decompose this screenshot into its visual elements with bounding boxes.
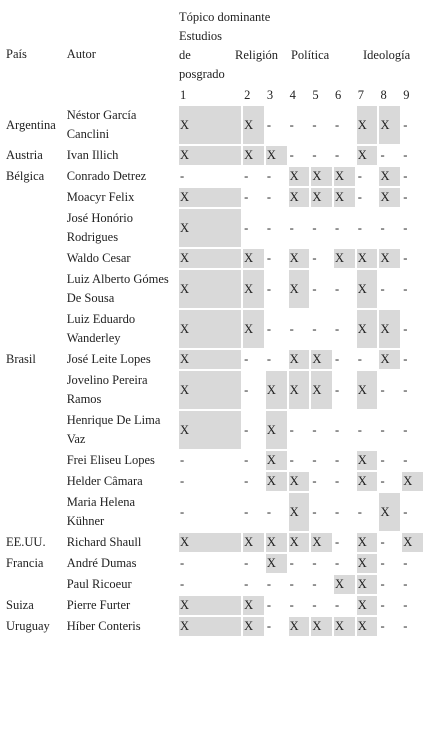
topic-cell-4: - <box>289 422 294 437</box>
topic-cell-8: X <box>379 106 400 144</box>
topic-cell-5: X <box>311 167 332 186</box>
topic-cell-6: - <box>335 504 340 519</box>
topic-cell-5: X <box>311 371 332 409</box>
topic-cell-4: X <box>289 167 310 186</box>
topic-cell-5: - <box>312 504 317 519</box>
table-row <box>5 350 423 369</box>
topic-cell-1: X <box>179 188 241 207</box>
table-body <box>5 106 423 636</box>
header-postgrad: Estudios de posgrado <box>178 29 225 81</box>
topic-cell-4: X <box>289 472 310 491</box>
table-row <box>5 493 423 531</box>
topic-cell-7: X <box>357 451 378 470</box>
topic-cell-6: - <box>335 220 340 235</box>
topic-cell-3: X <box>266 533 287 552</box>
topic-cell-9: X <box>402 472 423 491</box>
topic-cell-3: - <box>266 619 272 633</box>
topic-cell-7: X <box>357 554 378 573</box>
table-row <box>5 167 423 186</box>
topic-cell-1: X <box>179 350 241 369</box>
topic-cell-7: - <box>357 169 362 183</box>
author-cell: Maria Helena Kühner <box>66 495 136 528</box>
topic-cell-1: X <box>179 249 241 268</box>
topic-cell-8: - <box>380 619 385 633</box>
topic-cell-5: X <box>311 188 332 207</box>
country-cell: Francia <box>6 556 44 570</box>
table-row <box>5 411 423 449</box>
topic-cell-9: - <box>403 281 408 296</box>
topic-cell-6: X <box>334 188 355 207</box>
table-row <box>5 249 423 268</box>
col-number-2: 2 <box>244 88 251 102</box>
column-number-row <box>5 86 423 104</box>
topic-cell-1: X <box>179 617 241 636</box>
topic-cell-6: - <box>335 352 340 366</box>
author-cell: Richard Shaull <box>66 535 142 549</box>
topic-cell-9: - <box>403 453 408 467</box>
topic-cell-3: - <box>266 504 272 519</box>
topic-cell-6: - <box>335 453 340 467</box>
topic-cell-9: - <box>403 577 408 591</box>
country-cell: Uruguay <box>6 619 50 633</box>
country-cell <box>5 493 64 531</box>
author-cell: Jovelino Pereira Ramos <box>66 373 148 406</box>
topic-cell-5: - <box>312 148 317 162</box>
topic-cell-9: - <box>403 422 408 437</box>
topic-cell-6: X <box>334 249 355 268</box>
topic-cell-2: X <box>243 249 264 268</box>
author-cell: Pierre Furter <box>66 598 131 612</box>
topic-cell-6: - <box>335 422 340 437</box>
topic-cell-1: X <box>179 106 241 144</box>
topic-cell-2: X <box>243 146 264 165</box>
header-ideology: Ideología <box>362 48 411 62</box>
topic-cell-9: - <box>403 352 408 366</box>
author-cell: Helder Câmara <box>66 474 143 488</box>
topic-cell-9: - <box>403 117 408 132</box>
topic-cell-4: X <box>289 270 310 308</box>
topic-cell-2: X <box>243 106 264 144</box>
header-topic-dominant: Tópico dominante <box>178 10 271 24</box>
topic-cell-5: X <box>311 617 332 636</box>
topic-cell-1: X <box>179 270 241 308</box>
col-number-9: 9 <box>403 88 410 102</box>
topic-cell-8: - <box>380 535 385 549</box>
table-row <box>5 106 423 144</box>
topic-cell-4: - <box>289 598 294 612</box>
topic-cell-9: - <box>403 220 408 235</box>
topic-cell-7: X <box>357 371 378 409</box>
table-row <box>5 270 423 308</box>
topic-cell-6: - <box>335 281 340 296</box>
topic-cell-2: - <box>244 556 249 570</box>
topic-cell-8: - <box>380 598 385 612</box>
country-cell: Austria <box>6 148 43 162</box>
topic-cell-2: - <box>244 422 249 437</box>
topic-cell-4: - <box>289 321 294 336</box>
topic-cell-3: - <box>266 321 272 336</box>
topic-cell-5: - <box>312 556 317 570</box>
country-cell <box>5 270 64 308</box>
topic-cell-4: - <box>289 577 294 591</box>
topic-cell-1: X <box>179 146 241 165</box>
country-cell: Brasil <box>6 352 36 366</box>
author-cell: Luiz Alberto Gómes De Sousa <box>66 272 169 305</box>
topic-cell-3: X <box>266 371 287 409</box>
topic-cell-7: X <box>357 310 378 348</box>
topic-cell-4: - <box>289 556 294 570</box>
topic-cell-5: X <box>311 533 332 552</box>
country-cell <box>5 371 64 409</box>
topic-cell-5: - <box>312 281 317 296</box>
topic-cell-5: - <box>312 474 317 488</box>
topic-cell-1: - <box>179 169 185 183</box>
topic-cell-9: - <box>403 619 408 633</box>
topic-cell-8: - <box>380 382 385 397</box>
topic-cell-6: - <box>335 117 340 132</box>
topic-cell-3: - <box>266 577 272 591</box>
topic-cell-8: - <box>380 556 385 570</box>
topic-cell-5: - <box>312 117 317 132</box>
country-cell <box>5 575 64 594</box>
country-cell <box>5 472 64 491</box>
topic-cell-2: - <box>244 453 249 467</box>
author-cell: Henrique De Lima Vaz <box>66 413 161 446</box>
topic-cell-8: X <box>379 188 400 207</box>
topic-cell-5: X <box>311 350 332 369</box>
col-number-4: 4 <box>289 88 296 102</box>
country-cell <box>5 451 64 470</box>
topic-cell-1: - <box>179 474 185 488</box>
topic-cell-5: - <box>312 251 317 265</box>
topic-cell-4: X <box>289 188 310 207</box>
country-cell: Suiza <box>6 598 34 612</box>
topic-cell-9: - <box>403 556 408 570</box>
topic-cell-6: - <box>335 321 340 336</box>
topic-cell-3: X <box>266 411 287 449</box>
topic-cell-8: X <box>379 493 400 531</box>
country-cell <box>5 188 64 207</box>
table-row <box>5 188 423 207</box>
author-cell: Paul Ricoeur <box>66 577 132 591</box>
topic-cell-7: X <box>357 596 378 615</box>
topic-cell-2: - <box>244 577 249 591</box>
topic-cell-1: X <box>179 371 241 409</box>
table-row <box>5 310 423 348</box>
topic-cell-2: X <box>243 270 264 308</box>
topic-cell-1: X <box>179 596 241 615</box>
author-cell: Moacyr Felix <box>66 190 135 204</box>
header-author: Autor <box>66 47 96 61</box>
topic-cell-8: - <box>380 577 385 591</box>
topic-cell-7: X <box>357 533 378 552</box>
topic-cell-3: - <box>266 281 272 296</box>
topic-cell-3: X <box>266 554 287 573</box>
header-row <box>5 8 423 84</box>
author-cell: José Leite Lopes <box>66 352 151 366</box>
author-cell: Néstor García Canclini <box>66 108 137 141</box>
topic-cell-7: X <box>357 617 378 636</box>
country-cell <box>5 249 64 268</box>
topic-cell-4: X <box>289 493 310 531</box>
topic-cell-9: - <box>403 321 408 336</box>
topic-cell-6: X <box>334 167 355 186</box>
header-religion: Religión <box>234 48 279 62</box>
topic-cell-7: - <box>357 352 362 366</box>
topic-cell-7: X <box>357 146 378 165</box>
author-cell: Híber Conteris <box>66 619 141 633</box>
col-number-7: 7 <box>357 88 364 102</box>
topic-cell-3: - <box>266 117 272 132</box>
topic-cell-7: X <box>357 249 378 268</box>
topic-cell-9: X <box>402 533 423 552</box>
topic-cell-1: X <box>179 310 241 348</box>
topic-cell-7: - <box>357 220 362 235</box>
author-cell: Waldo Cesar <box>66 251 131 265</box>
table-container <box>3 6 425 638</box>
table-row <box>5 472 423 491</box>
topic-cell-2: X <box>243 596 264 615</box>
topic-cell-9: - <box>403 169 408 183</box>
country-cell: Argentina <box>6 117 56 132</box>
topic-cell-2: - <box>244 220 249 235</box>
topic-cell-9: - <box>403 148 408 162</box>
topic-cell-6: - <box>335 556 340 570</box>
topic-cell-6: - <box>335 535 340 549</box>
author-cell: Frei Eliseu Lopes <box>66 453 155 467</box>
table-row <box>5 575 423 594</box>
topic-cell-6: - <box>335 148 340 162</box>
topic-cell-8: X <box>379 310 400 348</box>
country-cell <box>5 411 64 449</box>
topic-cell-5: - <box>312 453 317 467</box>
topic-cell-5: - <box>312 220 317 235</box>
topic-cell-4: X <box>289 350 310 369</box>
table-row <box>5 596 423 615</box>
topic-cell-1: X <box>179 209 241 247</box>
col-number-6: 6 <box>335 88 342 102</box>
topic-cell-6: X <box>334 575 355 594</box>
topic-cell-9: - <box>403 190 408 204</box>
table-row <box>5 617 423 636</box>
table-row <box>5 209 423 247</box>
topic-cell-9: - <box>403 251 408 265</box>
topic-cell-8: - <box>380 220 385 235</box>
table-row <box>5 371 423 409</box>
topic-cell-2: - <box>244 382 249 397</box>
topic-cell-6: - <box>335 474 340 488</box>
authors-topics-table <box>3 6 425 638</box>
topic-cell-1: - <box>179 577 185 591</box>
topic-cell-4: X <box>289 249 310 268</box>
topic-cell-7: - <box>357 190 362 204</box>
topic-cell-5: - <box>312 321 317 336</box>
topic-cell-9: - <box>403 504 408 519</box>
topic-cell-2: - <box>244 169 249 183</box>
country-cell: EE.UU. <box>6 535 46 549</box>
author-cell: Luiz Eduardo Wanderley <box>66 312 136 345</box>
topic-cell-7: X <box>357 472 378 491</box>
topic-cell-4: - <box>289 453 294 467</box>
topic-cell-3: X <box>266 451 287 470</box>
topic-cell-3: X <box>266 472 287 491</box>
topic-cell-4: X <box>289 617 310 636</box>
topic-cell-3: - <box>266 251 272 265</box>
topic-cell-4: - <box>289 220 294 235</box>
topic-cell-4: - <box>289 117 294 132</box>
topic-cell-4: - <box>289 148 294 162</box>
topic-cell-3: - <box>266 598 272 612</box>
topic-cell-6: - <box>335 598 340 612</box>
table-row <box>5 146 423 165</box>
col-number-3: 3 <box>266 88 274 102</box>
topic-cell-8: - <box>380 281 385 296</box>
topic-cell-7: X <box>357 270 378 308</box>
table-row <box>5 554 423 573</box>
topic-cell-8: - <box>380 474 385 488</box>
topic-cell-2: - <box>244 474 249 488</box>
topic-cell-3: X <box>266 146 287 165</box>
author-cell: José Honório Rodrigues <box>66 211 134 244</box>
topic-cell-2: X <box>243 310 264 348</box>
topic-cell-1: - <box>179 453 185 467</box>
topic-cell-3: - <box>266 190 272 204</box>
country-cell <box>5 310 64 348</box>
topic-cell-8: X <box>379 167 400 186</box>
col-number-8: 8 <box>380 88 387 102</box>
topic-cell-7: - <box>357 422 362 437</box>
table-row <box>5 451 423 470</box>
topic-cell-5: - <box>312 577 317 591</box>
topic-cell-8: X <box>379 249 400 268</box>
topic-cell-3: - <box>266 169 272 183</box>
topic-cell-8: - <box>380 453 385 467</box>
topic-cell-5: - <box>312 422 317 437</box>
topic-cell-9: - <box>403 382 408 397</box>
topic-cell-2: X <box>243 533 264 552</box>
topic-cell-1: X <box>179 411 241 449</box>
topic-cell-8: - <box>380 148 385 162</box>
topic-cell-1: - <box>179 556 185 570</box>
topic-cell-8: - <box>380 422 385 437</box>
topic-cell-5: - <box>312 598 317 612</box>
header-politics: Política <box>290 48 330 62</box>
topic-cell-9: - <box>403 598 408 612</box>
topic-cell-8: X <box>379 350 400 369</box>
header-country: País <box>6 47 27 61</box>
country-cell: Bélgica <box>6 169 45 183</box>
author-cell: Ivan Illich <box>66 148 119 162</box>
topic-cell-2: - <box>244 504 249 519</box>
author-cell: André Dumas <box>66 556 137 570</box>
table-row <box>5 533 423 552</box>
country-cell <box>5 209 64 247</box>
topic-cell-4: X <box>289 533 310 552</box>
topic-cell-3: - <box>266 352 272 366</box>
topic-cell-1: - <box>179 504 185 519</box>
header-groups <box>179 27 423 84</box>
topic-cell-7: - <box>357 504 362 519</box>
topic-cell-7: X <box>357 575 378 594</box>
topic-cell-6: - <box>335 382 340 397</box>
topic-cell-7: X <box>357 106 378 144</box>
col-number-5: 5 <box>312 88 319 102</box>
col-number-1: 1 <box>179 88 187 102</box>
topic-cell-2: X <box>243 617 264 636</box>
topic-cell-2: - <box>244 352 249 366</box>
author-cell: Conrado Detrez <box>66 169 147 183</box>
topic-cell-4: X <box>289 371 310 409</box>
topic-cell-3: - <box>266 220 272 235</box>
header-topics <box>179 8 423 84</box>
topic-cell-2: - <box>244 190 249 204</box>
topic-cell-6: X <box>334 617 355 636</box>
topic-cell-1: X <box>179 533 241 552</box>
